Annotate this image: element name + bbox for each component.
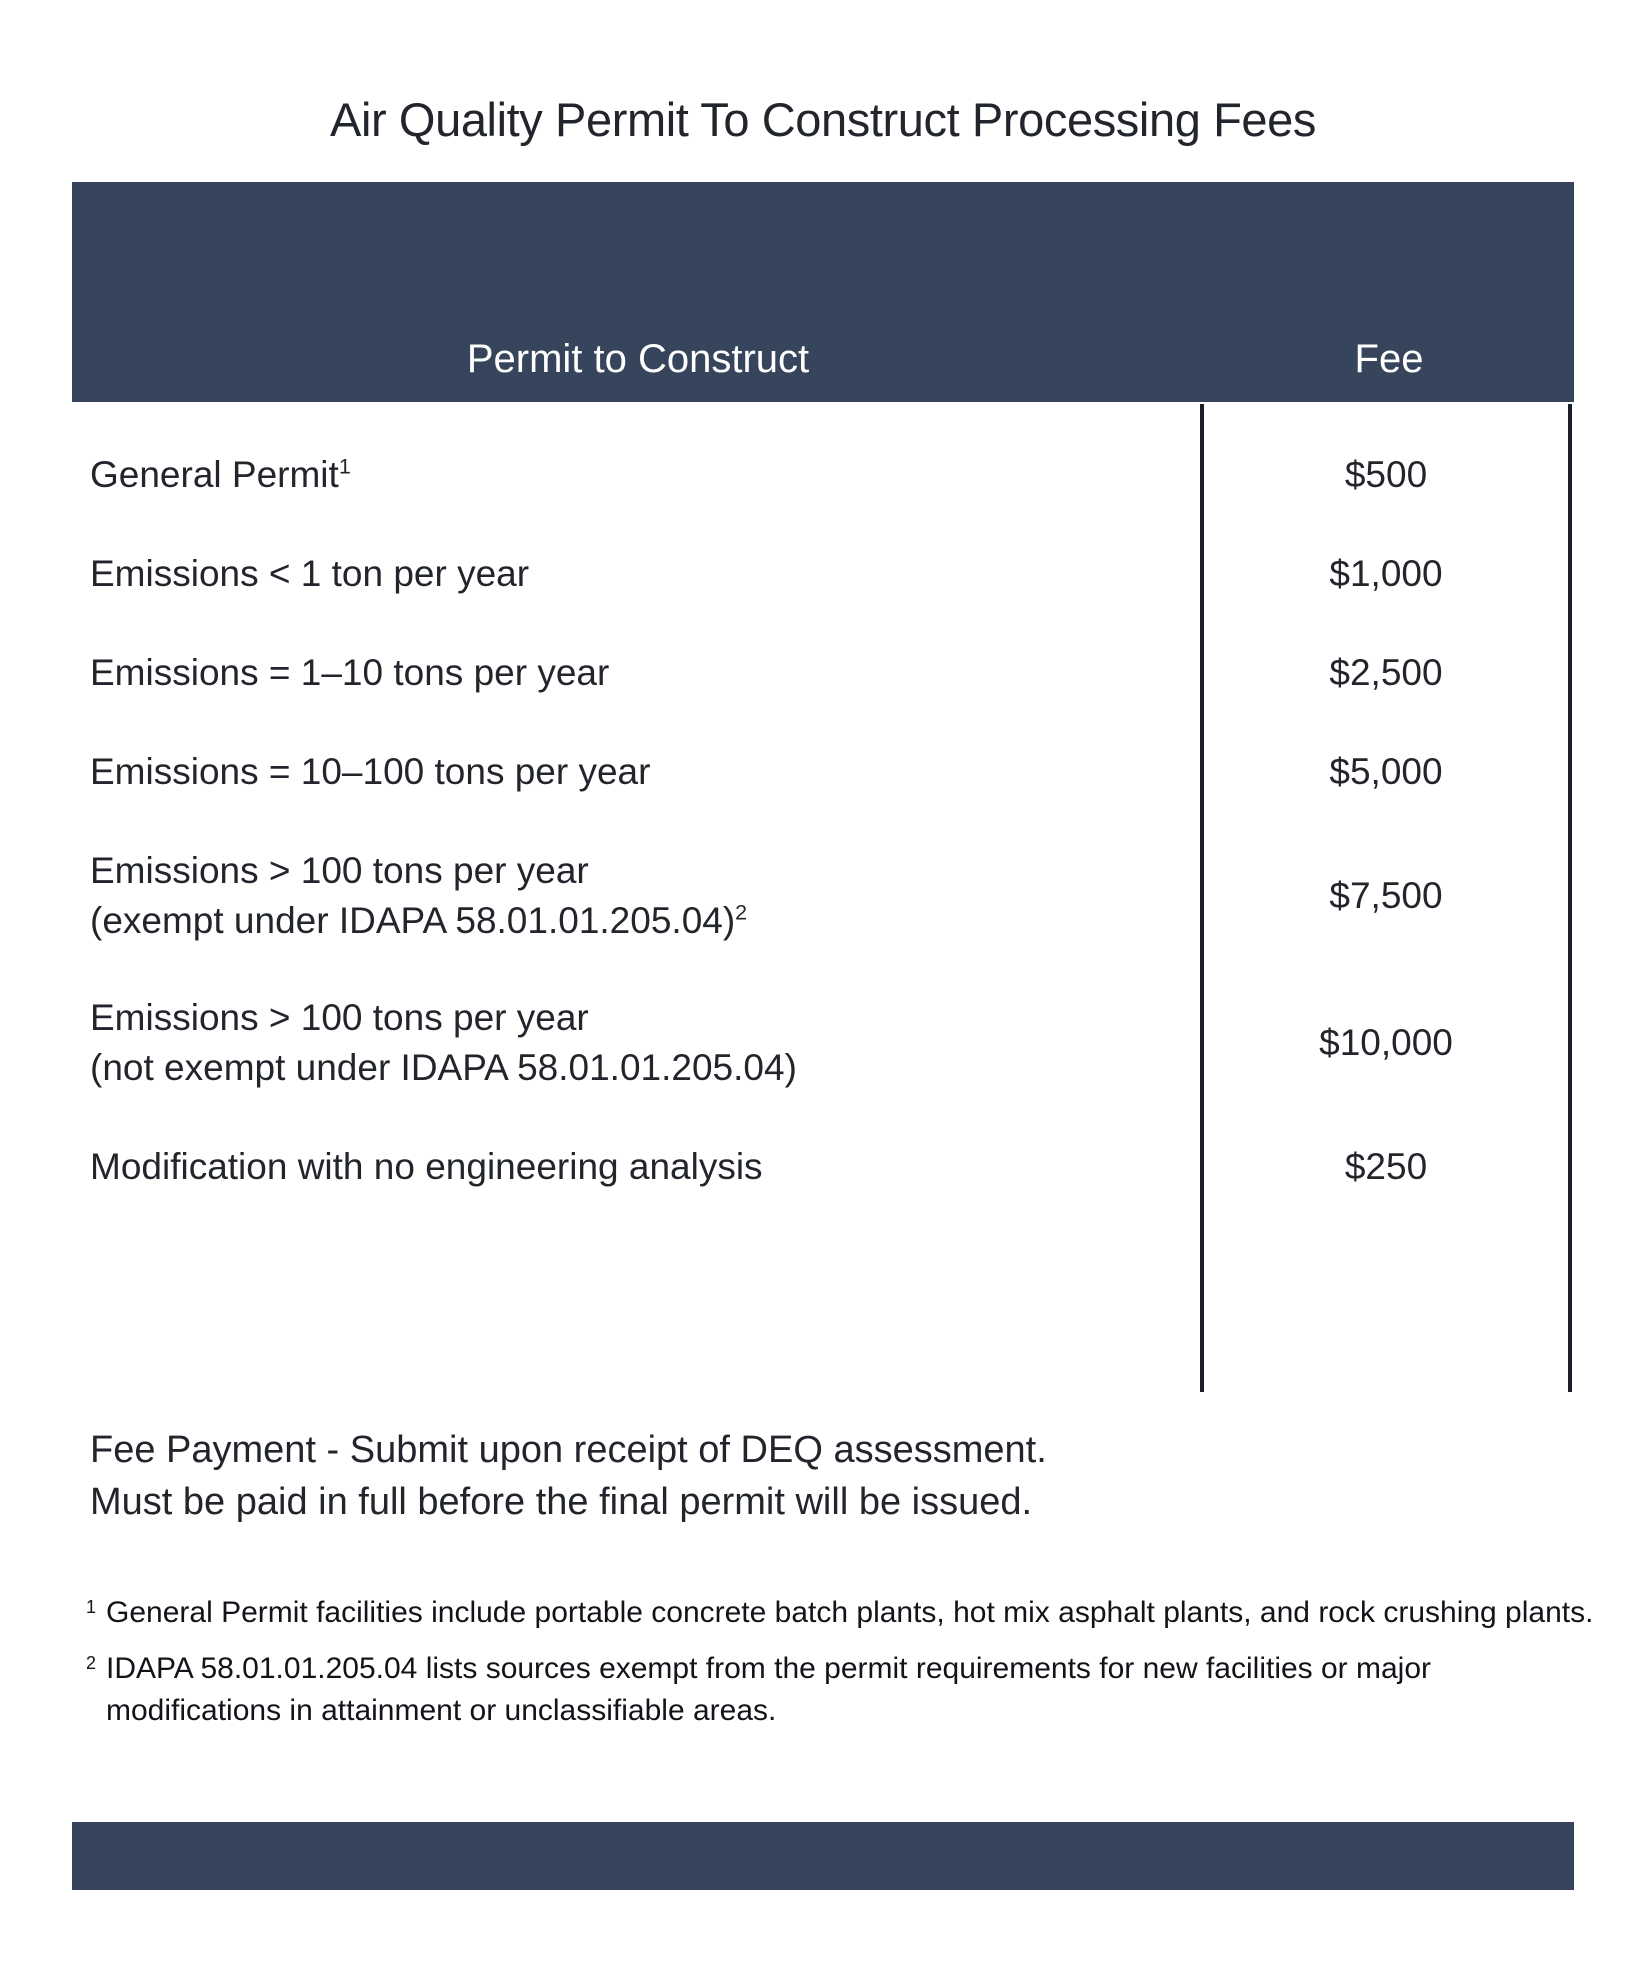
- row-label-line2-text: (not exempt under IDAPA 58.01.01.205.04): [90, 1047, 797, 1088]
- page-title: Air Quality Permit To Construct Processing Fees: [330, 93, 1316, 146]
- fee-table-header: [72, 182, 1574, 402]
- row-fee: $2,500: [1329, 652, 1443, 693]
- fee-table-body: [72, 404, 1574, 1392]
- footnote-item: [86, 1648, 1596, 1732]
- row-fee: $5,000: [1329, 751, 1443, 792]
- row-label: [90, 993, 1190, 1093]
- column-header-fee: Fee: [1354, 337, 1424, 381]
- column-header-permit: Permit to Construct: [466, 337, 810, 381]
- row-label-line1: Emissions > 100 tons per year: [90, 997, 589, 1038]
- row-label-text: Emissions < 1 ton per year: [90, 553, 530, 594]
- row-label-text: Modification with no engineering analysis: [90, 1146, 763, 1187]
- footnote-marker: 2: [86, 1653, 97, 1673]
- row-label-text: General Permit: [90, 454, 339, 495]
- footnote-text: IDAPA 58.01.01.205.04 lists sources exempt from the permit requirements for new facilities or major modifications in attainment or unclassifiable areas.: [106, 1652, 1432, 1727]
- row-label-line2-text: (exempt under IDAPA 58.01.01.205.04): [90, 900, 736, 941]
- row-fee: $10,000: [1319, 1022, 1453, 1063]
- row-fee: $1,000: [1329, 553, 1443, 594]
- footnote-item: [86, 1592, 1596, 1634]
- footnote-ref: 2: [735, 900, 748, 925]
- row-label: [90, 846, 1190, 946]
- row-label-text: Emissions = 1–10 tons per year: [90, 652, 610, 693]
- row-fee: $500: [1344, 454, 1428, 495]
- row-label-line1: Emissions > 100 tons per year: [90, 850, 589, 891]
- row-label: [90, 747, 1190, 797]
- payment-note-line-1: Fee Payment - Submit upon receipt of DEQ assessment.: [90, 1429, 1047, 1471]
- row-label: [90, 450, 1190, 500]
- footnote-ref: 1: [338, 454, 351, 479]
- row-label-text: Emissions = 10–100 tons per year: [90, 751, 651, 792]
- row-label-line2: [90, 896, 1190, 946]
- footnote-text: General Permit facilities include portable concrete batch plants, hot mix asphalt plants, and rock crushing plants.: [106, 1596, 1594, 1629]
- payment-note: [90, 1424, 1590, 1528]
- row-fee: $7,500: [1329, 875, 1443, 916]
- row-fee: $250: [1344, 1146, 1428, 1187]
- row-label: [90, 1142, 1190, 1192]
- payment-note-line-2: Must be paid in full before the final permit will be issued.: [90, 1481, 1033, 1523]
- column-divider-right: [1568, 404, 1572, 1392]
- footnote-marker: 1: [86, 1597, 97, 1617]
- footnotes: [86, 1592, 1596, 1732]
- row-label-line2: [90, 1043, 1190, 1093]
- row-label: [90, 648, 1190, 698]
- row-label: [90, 549, 1190, 599]
- bottom-accent-bar: [72, 1822, 1574, 1890]
